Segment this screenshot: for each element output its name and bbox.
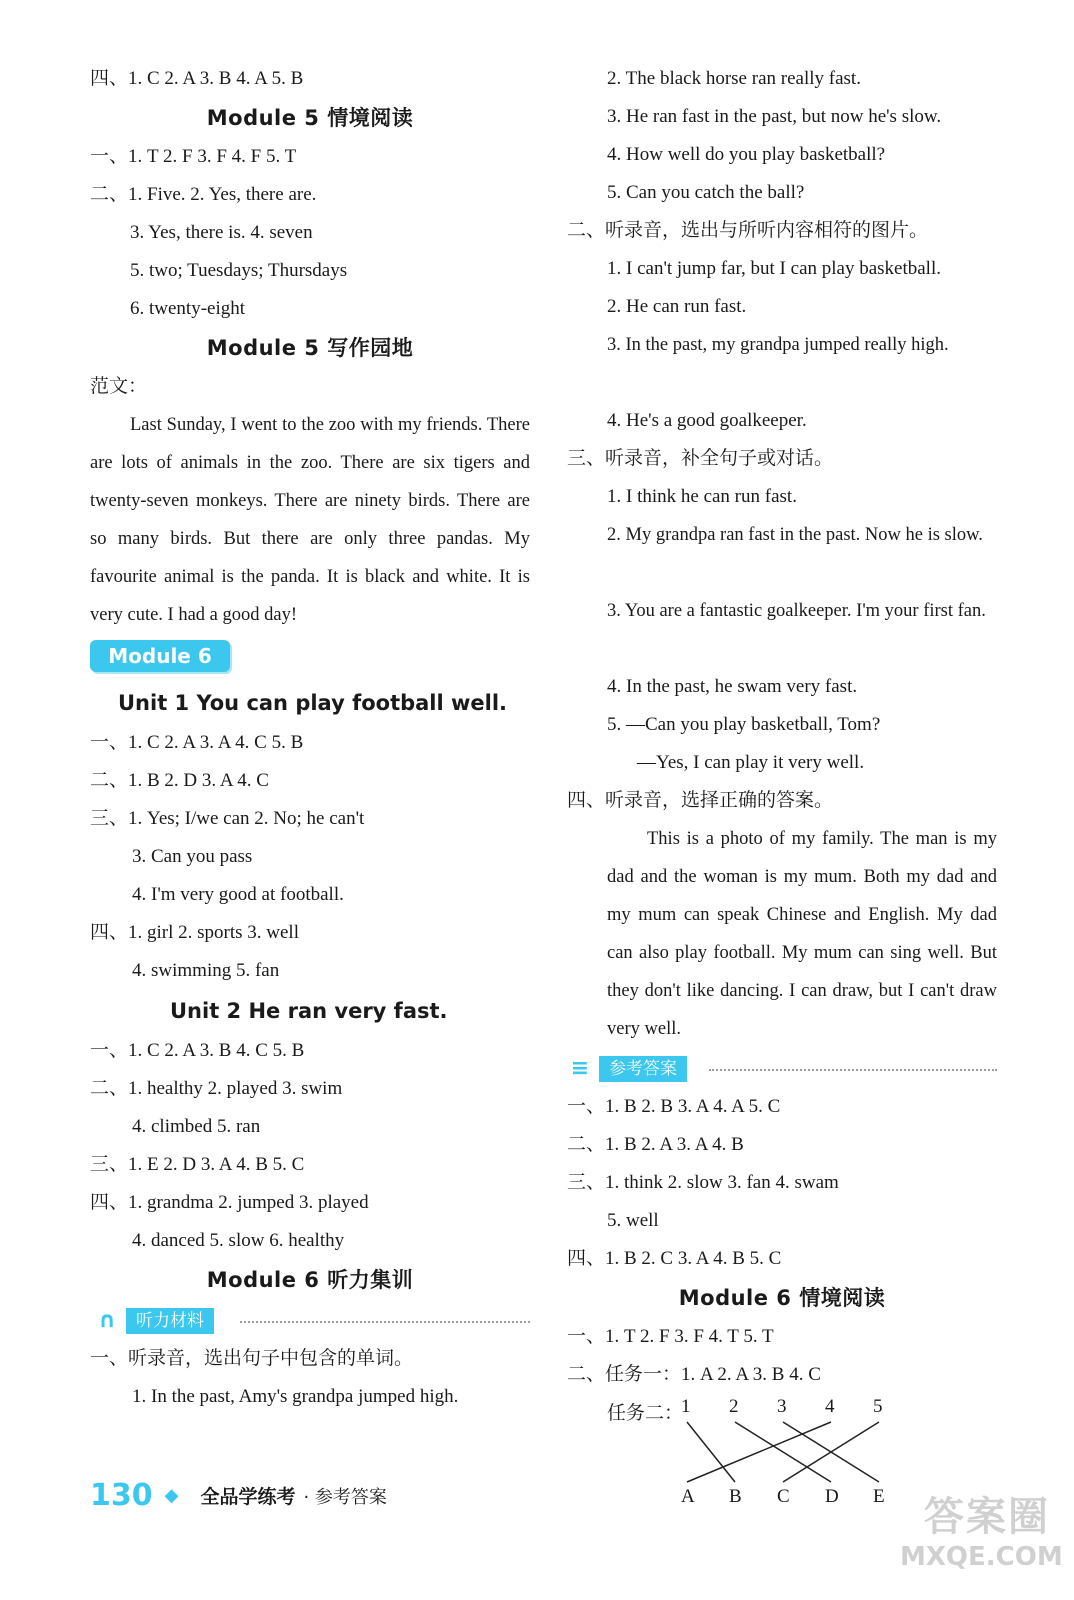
section-heading: Module 5 情境阅读 [206,106,414,130]
answer-line: 4. I'm very good at football. [132,884,344,905]
answer-line: 三、1. E 2. D 3. A 4. B 5. C [90,1154,305,1175]
task2-label: 任务二： [607,1403,684,1424]
match-bottom-label: E [873,1486,885,1507]
answer-line: 4. He's a good goalkeeper. [607,410,807,431]
answer-line: —Yes, I can play it very well. [637,752,865,773]
answer-line: 二、任务一：1. A 2. A 3. B 4. C [567,1364,821,1385]
answer-line: 5. —Can you play basketball, Tom? [607,714,881,735]
answer-line: 6. twenty-eight [130,298,246,319]
answer-line: 四、1. C 2. A 3. B 4. A 5. B [90,68,304,89]
answer-line: 二、1. Five. 2. Yes, there are. [90,184,317,205]
section-heading: Module 6 听力集训 [206,1268,414,1292]
answer-line: 4. How well do you play basketball? [607,144,886,165]
right-column [567,60,997,1524]
answer-line: 一、1. C 2. A 3. A 4. C 5. B [90,732,304,753]
match-top-label: 5 [873,1396,883,1417]
page-footer [90,1478,387,1522]
answer-line: 一、1. B 2. B 3. A 4. A 5. C [567,1096,781,1117]
answer-line: 5. Can you catch the ball? [607,182,805,203]
left-column [90,60,530,1416]
answer-line: 1. I think he can run fast. [607,486,797,507]
question-heading: 四、听录音，选择正确的答案。 [567,790,834,811]
answer-line: 3. In the past, my grandpa jumped really high. [607,335,949,355]
answer-line: 四、1. grandma 2. jumped 3. played [90,1192,369,1213]
answer-line: 2. The black horse ran really fast. [607,68,861,89]
answer-line: 三、1. Yes; I/we can 2. No; he can't [90,808,365,829]
answer-line: 5. two; Tuesdays; Thursdays [130,260,348,281]
answer-line: 2. He can run fast. [607,296,747,317]
answer-line: 3. He ran fast in the past, but now he's slow. [607,106,942,127]
key-icon: ≡ [570,1056,590,1081]
sample-label: 范文： [90,376,148,397]
answer-line: 4. climbed 5. ran [132,1116,261,1137]
match-line [687,1422,831,1482]
answer-line: 4. In the past, he swam very fast. [607,676,858,697]
match-top-label: 2 [729,1396,739,1417]
match-top-label: 3 [777,1396,787,1417]
module-badge: Module 6 [90,640,230,672]
book-subtitle: · 参考答案 [303,1486,387,1508]
answer-line: 二、1. healthy 2. played 3. swim [90,1078,343,1099]
answer-line: 2. My grandpa ran fast in the past. Now he is slow. [607,525,983,545]
answer-line: 三、1. think 2. slow 3. fan 4. swam [567,1172,839,1193]
listening-material-tag-row [90,1300,530,1340]
answer-line: 3. You are a fantastic goalkeeper. I'm your first fan. [607,601,986,621]
page-number: 130 [90,1478,153,1513]
module-badge-row [90,634,530,682]
sample-essay: Last Sunday, I went to the zoo with my friends. There are lots of animals in the zoo. There are six tigers and twenty-seven monkeys. There are ninety birds. There are so many birds. But there are only three pandas. My favourite animal is the panda. It is black and white. It is very cute. I had a good day! [90,415,530,625]
watermark-url: MXQE.COM [900,1542,1063,1572]
answer-line: 一、1. T 2. F 3. F 4. F 5. T [90,146,297,167]
listening-material-tag: 听力材料 [126,1308,214,1334]
match-line [735,1422,831,1482]
match-bottom-label: D [825,1486,839,1507]
answer-line: 1. I can't jump far, but I can play basketball. [607,258,941,279]
question-heading: 三、听录音，补全句子或对话。 [567,448,834,469]
matching-diagram [567,1394,897,1524]
match-bottom-label: A [681,1486,695,1507]
dotted-divider [709,1069,997,1071]
answer-line: 二、1. B 2. A 3. A 4. B [567,1134,744,1155]
match-line [687,1422,735,1482]
match-bottom-label: B [729,1486,742,1507]
answer-line: 5. well [607,1210,659,1231]
answer-line: 四、1. girl 2. sports 3. well [90,922,299,943]
section-heading: Module 6 情境阅读 [678,1286,886,1310]
answer-line: 1. In the past, Amy's grandpa jumped high. [132,1386,459,1407]
reference-answer-tag-row [567,1048,997,1088]
answer-line: 四、1. B 2. C 3. A 4. B 5. C [567,1248,782,1269]
unit-heading: Unit 2 He ran very fast. [170,999,448,1023]
watermark-logo [900,1492,1063,1582]
unit-heading: Unit 1 You can play football well. [118,691,508,715]
answer-line: 二、1. B 2. D 3. A 4. C [90,770,269,791]
question-heading: 二、听录音，选出与所听内容相符的图片。 [567,220,929,241]
answer-line: 一、1. T 2. F 3. F 4. T 5. T [567,1326,774,1347]
section-heading: Module 5 写作园地 [206,336,414,360]
answer-line: 3. Yes, there is. 4. seven [130,222,313,243]
match-top-label: 4 [825,1396,835,1417]
answer-line: 4. danced 5. slow 6. healthy [132,1230,345,1251]
question-heading: 一、听录音，选出句子中包含的单词。 [90,1348,414,1369]
answer-line: 一、1. C 2. A 3. B 4. C 5. B [90,1040,305,1061]
diamond-icon: ◆ [164,1485,179,1506]
match-top-label: 1 [681,1396,691,1417]
listening-passage: This is a photo of my family. The man is my dad and the woman is my mum. Both my dad and my mum can speak Chinese and English. My dad can also play football. My mum can sing well. But they don't like dancing. I can draw, but I can't draw very well. [607,829,997,1039]
answer-line: 3. Can you pass [132,846,253,867]
watermark-text: 答案圈 [924,1494,1050,1540]
dotted-divider [240,1321,530,1323]
book-title: 全品学练考 [200,1486,296,1508]
reference-answer-tag: 参考答案 [599,1056,687,1082]
match-bottom-label: C [777,1486,790,1507]
headphone-icon: ∩ [98,1308,116,1333]
answer-line: 4. swimming 5. fan [132,960,280,981]
